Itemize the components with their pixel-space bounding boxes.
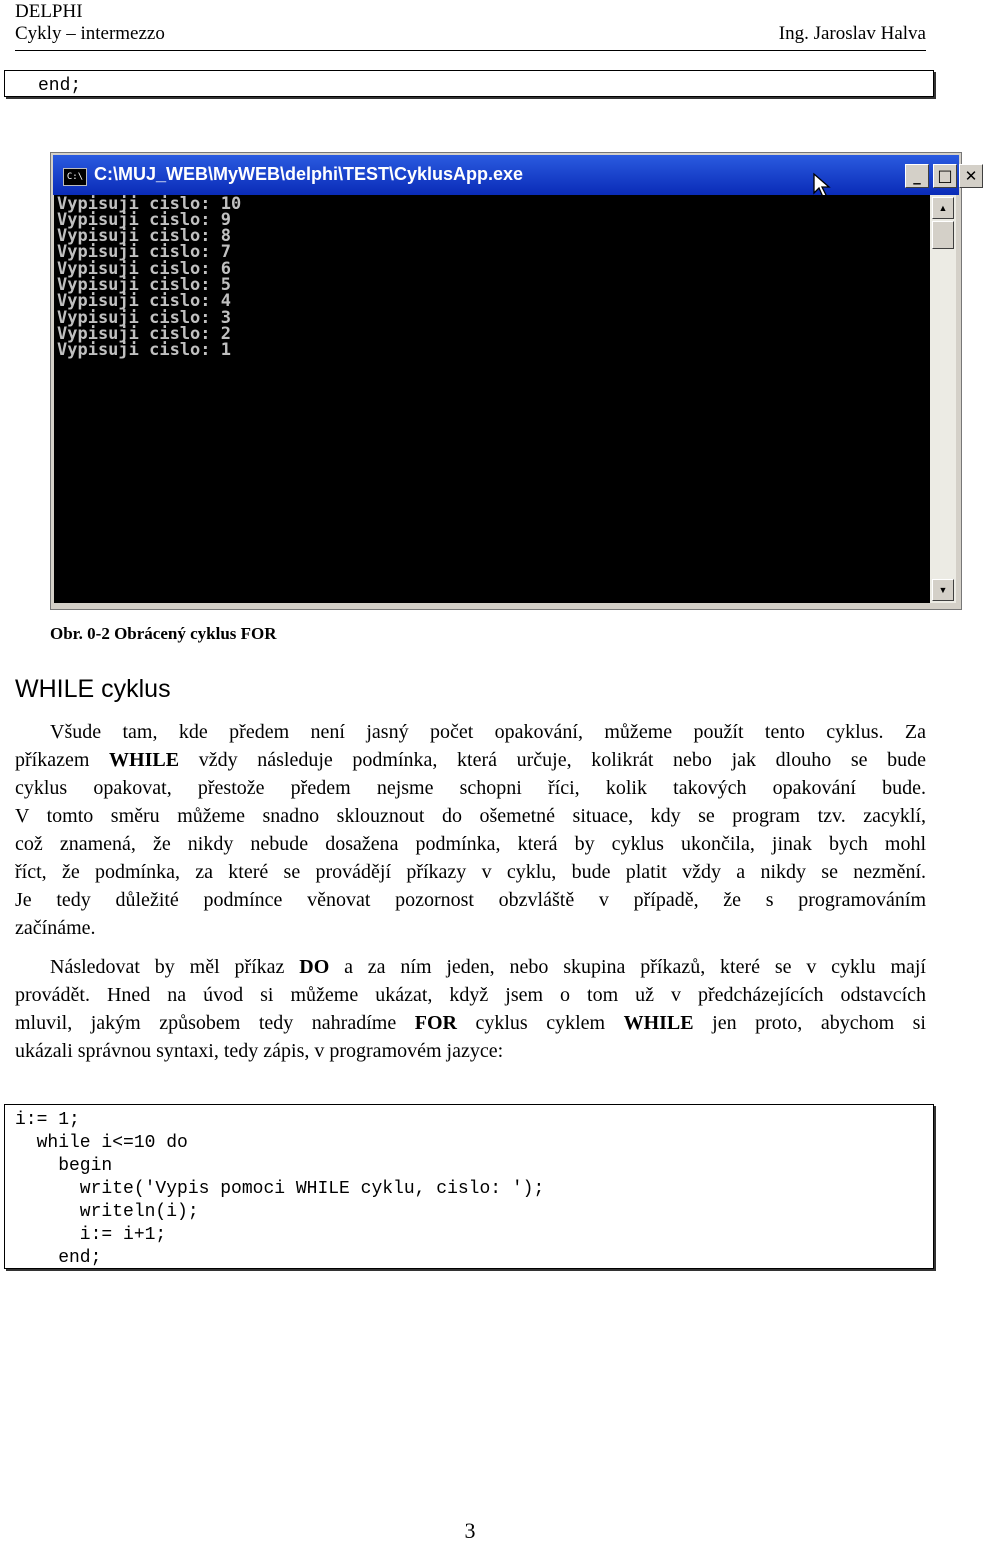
paragraph-line: Všude tam, kde předem není jasný počet opakování, můžeme použít tento cyklus. Za	[50, 721, 926, 743]
scroll-thumb[interactable]	[932, 221, 954, 249]
header-rule	[15, 50, 926, 51]
paragraph-line: začínáme.	[15, 917, 96, 939]
page-number: 3	[464, 1518, 476, 1543]
maximize-button[interactable]: □	[933, 164, 957, 188]
paragraph-1	[15, 718, 926, 942]
console-line: Vypisuji cislo: 10	[57, 194, 242, 214]
console-app-icon[interactable]: C:\	[63, 168, 87, 186]
code-line: i:= i+1;	[15, 1225, 167, 1245]
keyword: WHILE	[623, 1012, 694, 1034]
header-section: Cykly – intermezzo	[15, 23, 165, 44]
console-line: Vypisuji cislo: 9	[57, 210, 231, 230]
paragraph-2	[15, 953, 926, 1065]
minimize-button[interactable]: _	[905, 164, 929, 188]
console-window	[50, 152, 978, 610]
console-output	[54, 195, 930, 603]
section-heading: WHILE cyklus	[15, 675, 171, 703]
code-line: end;	[15, 1248, 102, 1268]
console-line: Vypisuji cislo: 4	[57, 291, 231, 311]
code-line: begin	[15, 1156, 113, 1176]
paragraph-line: mluvil, jakým způsobem tedy nahradíme FOR cyklus cyklem WHILE jen proto, abychom si	[15, 1012, 926, 1034]
header-app: DELPHI	[15, 1, 83, 22]
console-line: Vypisuji cislo: 5	[57, 275, 231, 295]
scroll-up-icon[interactable]: ▲	[932, 197, 954, 219]
paragraph-line: Následovat by měl příkaz DO a za ním jeden, nebo skupina příkazů, které se v cyklu mají	[50, 956, 926, 978]
vertical-scrollbar[interactable]	[930, 195, 956, 603]
console-line: Vypisuji cislo: 3	[57, 308, 231, 328]
paragraph-line: říct, že podmínka, za které se provádějí příkazy v cyklu, bude platit vždy a nikdy se nezmění.	[15, 861, 926, 883]
window-titlebar[interactable]	[53, 155, 978, 195]
console-line: Vypisuji cislo: 7	[57, 242, 231, 262]
paragraph-line: příkazem WHILE vždy následuje podmínka, která určuje, kolikrát nebo jak dlouho se bude	[15, 749, 927, 771]
code-line: end;	[38, 76, 82, 96]
scroll-down-icon[interactable]: ▼	[932, 579, 954, 601]
code-block-while	[4, 1104, 934, 1269]
keyword: WHILE	[109, 749, 180, 771]
paragraph-line: V tomto směru můžeme snadno sklouznout do ošemetné situace, kdy se program tzv. zacyklí,	[15, 805, 926, 827]
console-line: Vypisuji cislo: 8	[57, 226, 231, 246]
code-fragment-top	[4, 70, 934, 97]
console-line: Vypisuji cislo: 2	[57, 324, 231, 344]
code-line: i:= 1;	[15, 1110, 80, 1130]
header-author: Ing. Jaroslav Halva	[778, 23, 926, 44]
figure-caption: Obr. 0-2 Obrácený cyklus FOR	[50, 624, 277, 643]
keyword: FOR	[414, 1012, 457, 1034]
code-line: write('Vypis pomoci WHILE cyklu, cislo: ');	[15, 1179, 545, 1199]
paragraph-line: což znamená, že nikdy nebude dosažena podmínka, která by cyklus ukončila, jinak bych mohl	[15, 833, 926, 855]
paragraph-line: Je tedy důležité podmínce věnovat pozornost obzvláště v případě, že s programováním	[15, 889, 926, 911]
paragraph-line: ukázali správnou syntaxi, tedy zápis, v programovém jazyce:	[15, 1040, 504, 1062]
keyword: DO	[299, 956, 330, 978]
close-button[interactable]: ✕	[959, 164, 983, 188]
console-line: Vypisuji cislo: 1	[57, 340, 231, 360]
code-line: writeln(i);	[15, 1202, 199, 1222]
console-line: Vypisuji cislo: 6	[57, 259, 231, 279]
code-line: while i<=10 do	[15, 1133, 188, 1153]
paragraph-line: provádět. Hned na úvod si můžeme ukázat, když jsem o tom už v předcházejících odstavcích	[15, 984, 926, 1006]
paragraph-line: cyklus opakovat, přestože předem nejsme schopni říci, kolik takových opakování bude.	[15, 777, 926, 799]
window-title: C:\MUJ_WEB\MyWEB\delphi\TEST\CyklusApp.exe	[94, 164, 524, 184]
